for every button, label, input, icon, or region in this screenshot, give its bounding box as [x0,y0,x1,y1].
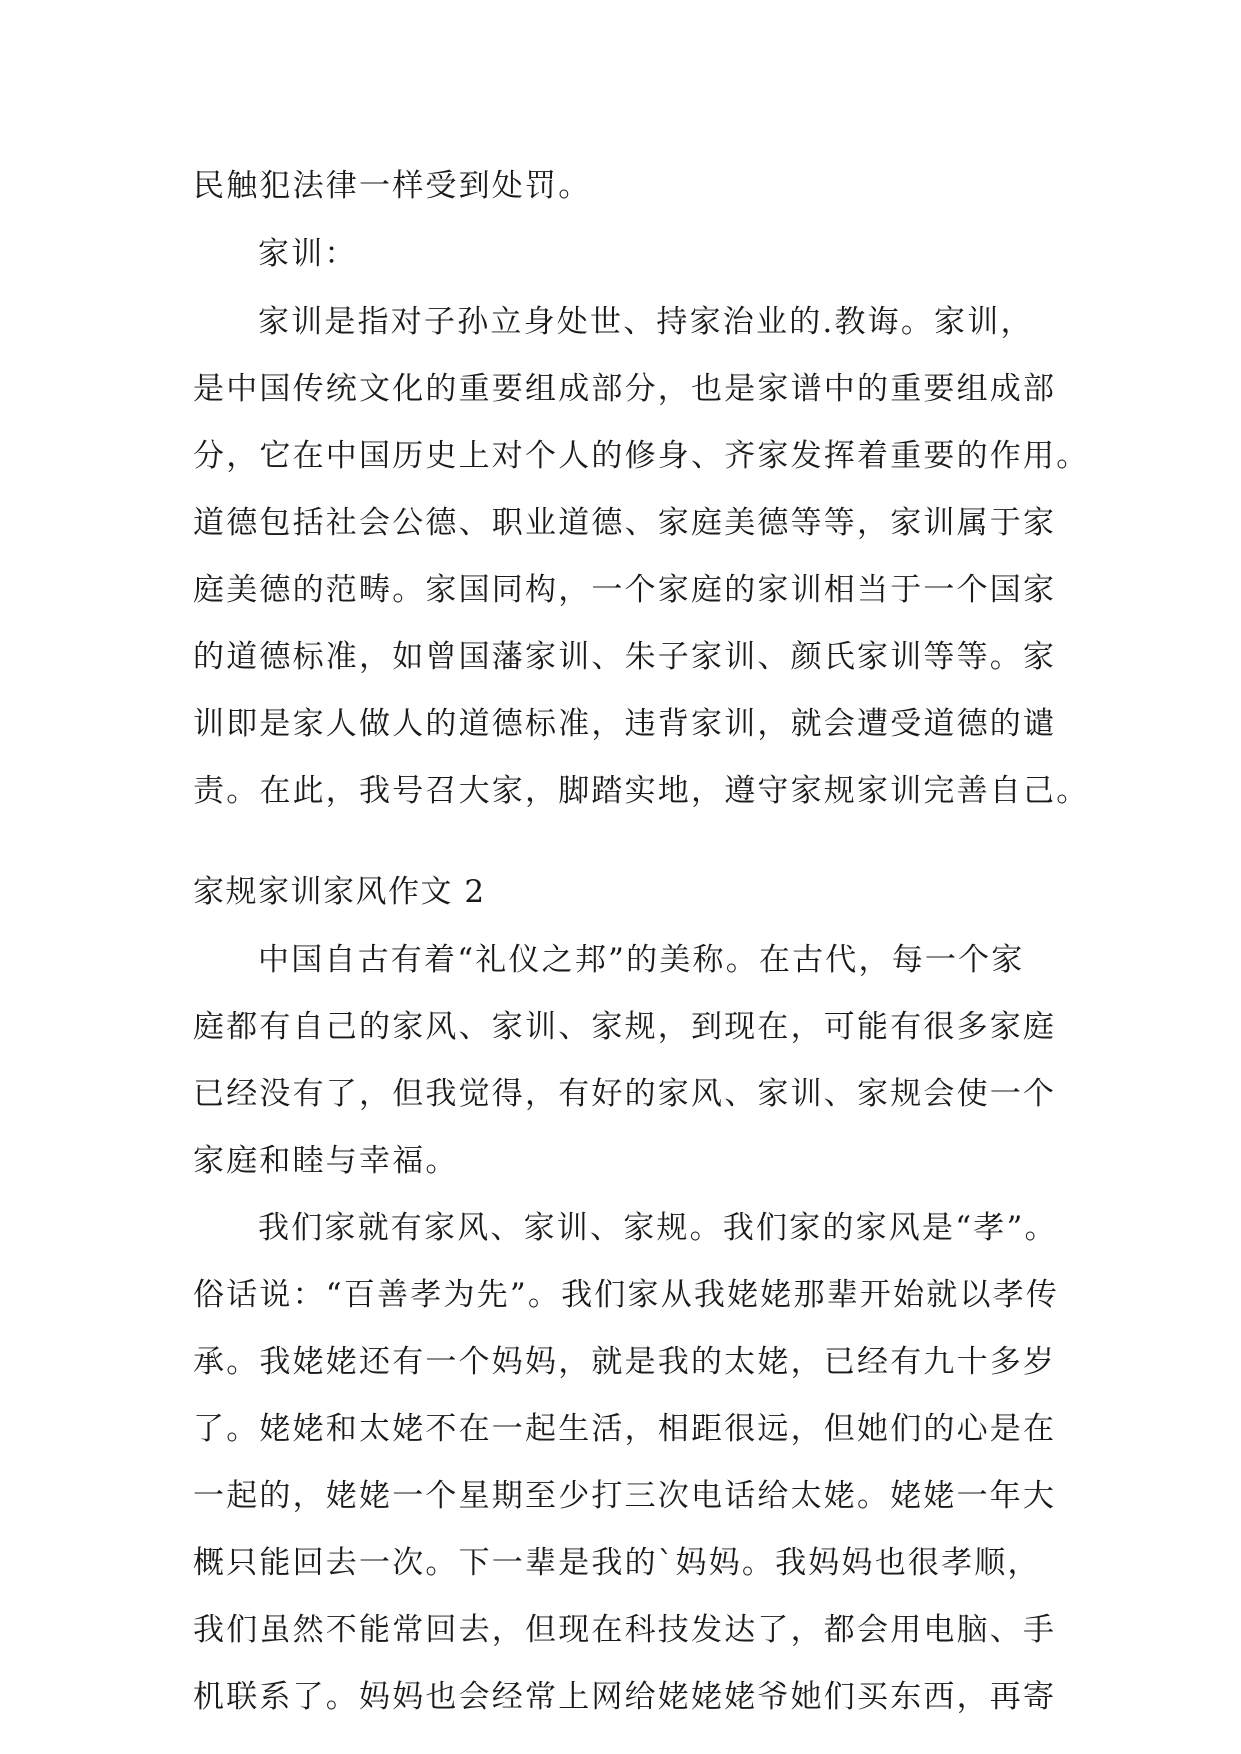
text-line: 家训是指对子孙立身处世、持家治业的.教诲。家训， [258,304,1034,340]
text-line: 我们家就有家风、家训、家规。我们家的家风是“孝”。 [258,1210,1058,1246]
text-line: 庭美德的范畴。家国同构，一个家庭的家训相当于一个国家 [193,572,1057,608]
text-line: 庭都有自己的家风、家训、家规，到现在，可能有很多家庭 [193,1009,1057,1045]
text-line: 道德包括社会公德、职业道德、家庭美德等等，家训属于家 [193,505,1057,541]
text-line: 训即是家人做人的道德标准，违背家训，就会遭受道德的谴 [193,706,1057,742]
text-line: 概只能回去一次。下一辈是我的`妈妈。我妈妈也很孝顺， [193,1545,1041,1581]
text-line: 机联系了。妈妈也会经常上网给姥姥姥爷她们买东西，再寄 [193,1679,1057,1715]
text-line: 承。我姥姥还有一个妈妈，就是我的太姥，已经有九十多岁 [193,1344,1057,1380]
text-line: 是中国传统文化的重要组成部分，也是家谱中的重要组成部 [193,371,1057,407]
text-line: 已经没有了，但我觉得，有好的家风、家训、家规会使一个 [193,1076,1057,1112]
text-line: 俗话说：“百善孝为先”。我们家从我姥姥那辈开始就以孝传 [193,1277,1060,1313]
text-line: 中国自古有着“礼仪之邦”的美称。在古代，每一个家 [258,942,1025,978]
text-line: 一起的，姥姥一个星期至少打三次电话给太姥。姥姥一年大 [193,1478,1057,1514]
text-line: 我们虽然不能常回去，但现在科技发达了，都会用电脑、手 [193,1612,1057,1648]
section-label: 家训： [258,236,358,272]
section-heading: 家规家训家风作文 2 [193,874,486,910]
text-line: 分，它在中国历史上对个人的修身、齐家发挥着重要的作用。 [193,438,1090,474]
text-line: 了。姥姥和太姥不在一起生活，相距很远，但她们的心是在 [193,1411,1057,1447]
text-line: 责。在此，我号召大家，脚踏实地，遵守家规家训完善自己。 [193,773,1090,809]
text-line: 家庭和睦与幸福。 [193,1143,459,1179]
text-line: 的道德标准，如曾国藩家训、朱子家训、颜氏家训等等。家 [193,639,1057,675]
text-line: 民触犯法律一样受到处罚。 [193,168,592,204]
